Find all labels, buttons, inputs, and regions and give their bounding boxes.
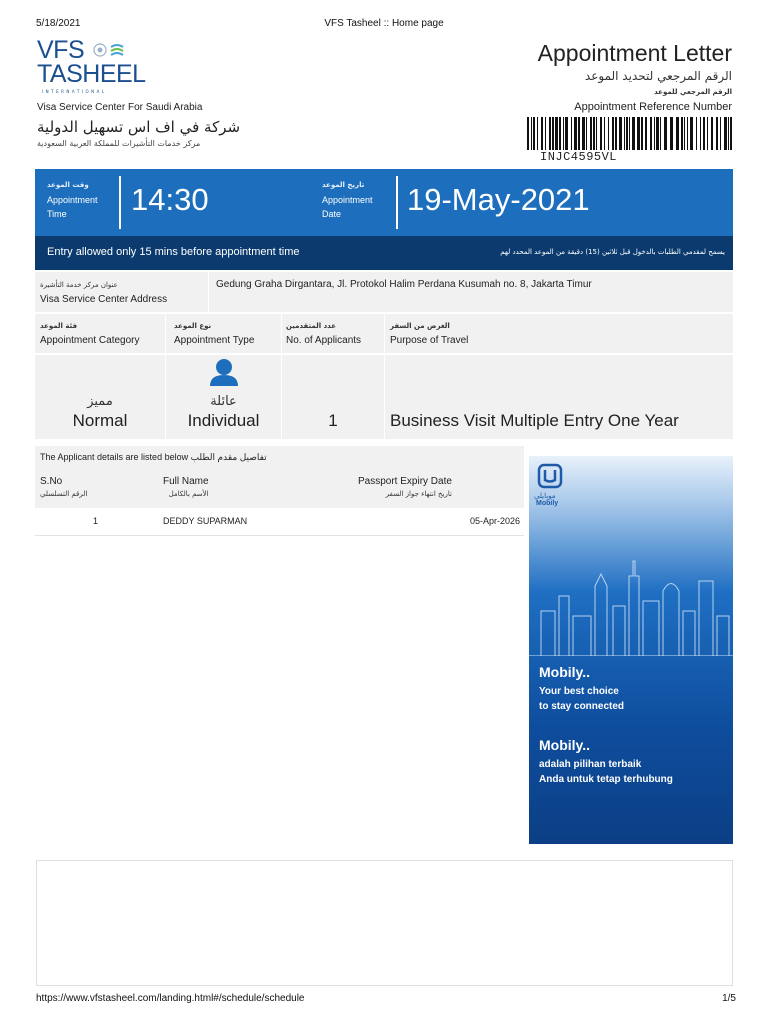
reference-label-ar: الرقم المرجعي للموعد bbox=[654, 88, 732, 96]
barcode-bar bbox=[596, 117, 597, 150]
banner-divider bbox=[396, 176, 398, 229]
reference-number: INJC4595VL bbox=[540, 150, 618, 164]
barcode-bar bbox=[681, 117, 683, 150]
time-label-ar: وقت الموعد bbox=[47, 181, 89, 189]
applicants-table-caption bbox=[35, 446, 524, 468]
barcode-bar bbox=[670, 117, 673, 150]
barcode-bar bbox=[531, 117, 532, 150]
barcode-bar bbox=[612, 117, 614, 150]
barcode-bar bbox=[626, 117, 628, 150]
purpose-header bbox=[390, 314, 690, 353]
column-divider bbox=[208, 272, 209, 312]
city-skyline-illustration bbox=[529, 556, 733, 656]
barcode-bar bbox=[578, 117, 580, 150]
mobily-logo-icon bbox=[536, 462, 566, 490]
category-value-ar: مميز bbox=[87, 394, 113, 409]
column-divider bbox=[384, 355, 385, 439]
entry-notice bbox=[35, 236, 733, 270]
purpose-label-en: Purpose of Travel bbox=[390, 335, 469, 346]
details-value-row bbox=[35, 355, 733, 439]
column-divider bbox=[384, 314, 385, 353]
barcode-bar bbox=[552, 117, 554, 150]
category-label-en: Appointment Category bbox=[40, 335, 140, 346]
address-row bbox=[35, 272, 733, 312]
category-value: Normal bbox=[72, 411, 128, 430]
barcode-bar bbox=[676, 117, 679, 150]
barcode-bar bbox=[656, 117, 659, 150]
barcode-bar bbox=[664, 117, 667, 150]
barcode-bar bbox=[586, 117, 587, 150]
table-row bbox=[35, 508, 524, 536]
barcode-bar bbox=[600, 117, 602, 150]
type-cell bbox=[166, 355, 281, 439]
reference-heading-ar: الرقم المرجعي لتحديد الموعد bbox=[584, 69, 732, 83]
barcode-bar bbox=[545, 117, 546, 150]
barcode-bar bbox=[716, 117, 718, 150]
barcode-bar bbox=[724, 117, 727, 150]
logo-emblem-icon bbox=[91, 41, 131, 61]
print-url: https://www.vfstasheel.com/landing.html#/schedule/schedule bbox=[36, 993, 305, 1004]
applicants-label-en: No. of Applicants bbox=[286, 335, 362, 346]
row-passport-expiry: 05-Apr-2026 bbox=[469, 516, 520, 526]
entry-notice-en: Entry allowed only 15 mins before appointment time bbox=[47, 246, 300, 258]
logo-international-text: INTERNATIONAL bbox=[42, 89, 107, 94]
page-title: Appointment Letter bbox=[537, 40, 732, 66]
ad-tagline-2: adalah pilihan terbaik Anda untuk tetap terhubung bbox=[539, 759, 673, 785]
barcode-bar bbox=[571, 117, 572, 150]
appointment-banner bbox=[35, 169, 733, 236]
barcode-bar bbox=[590, 117, 592, 150]
barcode-bar bbox=[641, 117, 643, 150]
barcode-bar bbox=[574, 117, 577, 150]
banner-divider bbox=[119, 176, 121, 229]
type-label-ar: نوع الموعد bbox=[174, 322, 212, 330]
barcode-bar bbox=[728, 117, 729, 150]
barcode-bar bbox=[541, 117, 543, 150]
category-label-ar: فئة الموعد bbox=[40, 322, 78, 330]
barcode-bar bbox=[660, 117, 661, 150]
print-page-title: VFS Tasheel :: Home page bbox=[324, 18, 444, 29]
barcode-bar bbox=[563, 117, 564, 150]
column-header-full-name: Full Name الأسم بالكامل bbox=[163, 476, 209, 498]
center-name-en: Visa Service Center For Saudi Arabia bbox=[37, 102, 203, 113]
purpose-label-ar: الغرض من السفر bbox=[390, 322, 450, 330]
barcode-bar bbox=[707, 117, 708, 150]
barcode-bar bbox=[696, 117, 697, 150]
barcode-bar bbox=[615, 117, 617, 150]
applicants-cell bbox=[282, 355, 384, 439]
empty-content-box bbox=[36, 860, 733, 986]
barcode-bar bbox=[703, 117, 705, 150]
barcode-bar bbox=[559, 117, 561, 150]
mobily-brand-en: Mobily bbox=[536, 500, 559, 507]
barcode-bar bbox=[700, 117, 701, 150]
barcode-bar bbox=[730, 117, 732, 150]
person-icon bbox=[209, 358, 239, 386]
barcode-bar bbox=[711, 117, 713, 150]
print-header bbox=[0, 18, 768, 32]
center-name-ar: شركة في اف اس تسهيل الدولية bbox=[37, 118, 241, 136]
barcode-bar bbox=[720, 117, 721, 150]
barcode-bar bbox=[537, 117, 538, 150]
barcode-bar bbox=[527, 117, 529, 150]
barcode-bar bbox=[632, 117, 635, 150]
logo-tasheel-text: TASHEEL bbox=[37, 60, 146, 88]
column-divider bbox=[165, 314, 166, 353]
entry-notice-ar: يسمح لمقدمي الطلبات بالدخول قبل ثلاثين (15) دقيقة من الموعد المحدد لهم bbox=[500, 248, 725, 256]
details-header-row bbox=[35, 314, 733, 353]
type-label-en: Appointment Type bbox=[174, 335, 255, 346]
purpose-value: Business Visit Multiple Entry One Year bbox=[390, 411, 679, 430]
barcode bbox=[527, 117, 732, 150]
barcode-bar bbox=[533, 117, 535, 150]
applicants-label-ar: عدد المتقدمين bbox=[286, 322, 337, 330]
type-value: Individual bbox=[187, 411, 260, 430]
mobily-advertisement[interactable] bbox=[529, 456, 733, 844]
time-label-en: Appointment Time bbox=[47, 195, 98, 219]
print-date: 5/18/2021 bbox=[36, 18, 81, 29]
barcode-bar bbox=[604, 117, 605, 150]
address-value: Gedung Graha Dirgantara, Jl. Protokol Halim Perdana Kusumah no. 8, Jakarta Timur bbox=[216, 279, 592, 290]
barcode-bar bbox=[650, 117, 652, 150]
appointment-date: 19-May-2021 bbox=[407, 182, 590, 217]
date-label-ar: تاريخ الموعد bbox=[322, 181, 365, 189]
applicants-table bbox=[35, 446, 524, 536]
barcode-bar bbox=[608, 117, 609, 150]
barcode-bar bbox=[593, 117, 595, 150]
appointment-time: 14:30 bbox=[131, 182, 209, 217]
column-header-sno: S.No الرقم التسلسلي bbox=[40, 476, 88, 498]
purpose-cell bbox=[390, 355, 730, 439]
ad-tagline-1: Your best choice to stay connected bbox=[539, 686, 625, 712]
print-page-number: 1/5 bbox=[722, 993, 736, 1004]
category-cell bbox=[35, 355, 165, 439]
ad-headline-2: Mobily.. bbox=[539, 737, 591, 753]
barcode-bar bbox=[684, 117, 685, 150]
applicants-value: 1 bbox=[328, 411, 338, 430]
applicants-table-header bbox=[35, 468, 524, 508]
address-label-ar: عنوان مركز خدمة التأشيرة bbox=[40, 281, 118, 289]
barcode-bar bbox=[582, 117, 585, 150]
vfs-tasheel-logo bbox=[37, 36, 147, 96]
category-header bbox=[40, 314, 165, 353]
applicants-caption-text: The Applicant details are listed below تفاصيل مقدم الطلب bbox=[40, 452, 267, 462]
logo-vfs-text: VFS bbox=[37, 36, 85, 64]
barcode-bar bbox=[555, 117, 558, 150]
reference-label-en: Appointment Reference Number bbox=[574, 101, 732, 113]
type-value-ar: عائلة bbox=[210, 394, 237, 409]
barcode-bar bbox=[645, 117, 647, 150]
date-label-en: Appointment Date bbox=[322, 195, 373, 219]
column-header-passport-expiry: Passport Expiry Date تاريخ انتهاء جواز السفر bbox=[358, 476, 452, 498]
barcode-bar bbox=[687, 117, 688, 150]
ad-headline-1: Mobily.. bbox=[539, 664, 591, 680]
row-sno: 1 bbox=[93, 516, 99, 526]
barcode-bar bbox=[549, 117, 551, 150]
column-divider bbox=[281, 314, 282, 353]
barcode-bar bbox=[565, 117, 568, 150]
barcode-bar bbox=[619, 117, 622, 150]
mobily-brand-ar: موبايلي bbox=[534, 492, 556, 500]
barcode-bar bbox=[690, 117, 693, 150]
applicants-header bbox=[286, 314, 381, 353]
barcode-bar bbox=[629, 117, 630, 150]
barcode-bar bbox=[654, 117, 655, 150]
type-header bbox=[174, 314, 279, 353]
barcode-bar bbox=[637, 117, 640, 150]
row-full-name: DEDDY SUPARMAN bbox=[163, 516, 248, 526]
barcode-bar bbox=[624, 117, 625, 150]
center-name-ar-sub: مركز خدمات التأشيرات للمملكة العربية السعودية bbox=[37, 139, 201, 148]
address-label-en: Visa Service Center Address bbox=[40, 294, 168, 305]
